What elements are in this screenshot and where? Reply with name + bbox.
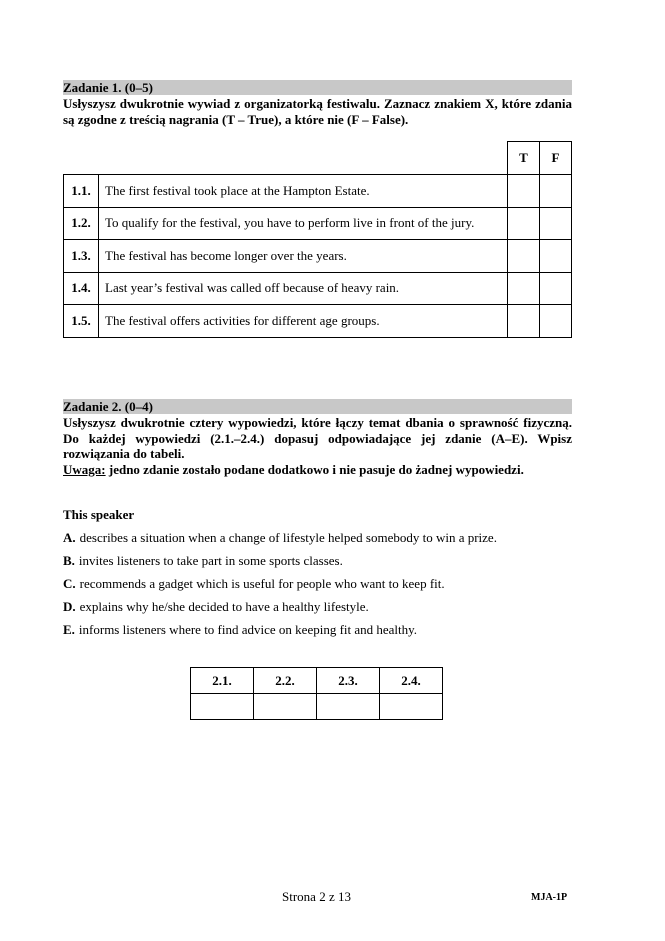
option-c: C. recommends a gadget which is useful for people who want to keep fit.: [63, 576, 445, 591]
answer-table: [190, 667, 443, 720]
col-t-header: T: [508, 142, 540, 175]
note-label: Uwaga:: [63, 461, 106, 477]
option-e: E. informs listeners where to find advice on keeping fit and healthy.: [63, 622, 418, 637]
table-row: [64, 272, 572, 305]
statement: The festival offers activities for different age groups.: [99, 305, 508, 338]
statement: The festival has become longer over the years.: [99, 240, 508, 273]
answer-f-cell[interactable]: [540, 175, 572, 208]
option-b: B. invites listeners to take part in some sports classes.: [63, 553, 343, 568]
row-number: 1.5.: [64, 305, 99, 338]
statement: The first festival took place at the Hampton Estate.: [99, 175, 508, 208]
task1-heading: Zadanie 1. (0–5): [63, 80, 572, 95]
speaker-title: This speaker: [63, 507, 135, 522]
table-row: [64, 240, 572, 273]
task2-heading: Zadanie 2. (0–4): [63, 399, 572, 414]
note-text: jedno zdanie zostało podane dodatkowo i nie pasuje do żadnej wypowiedzi.: [105, 461, 524, 477]
table-row: [64, 207, 572, 240]
option-d: D. explains why he/she decided to have a healthy lifestyle.: [63, 599, 369, 614]
row-number: 1.3.: [64, 240, 99, 273]
answer-f-cell[interactable]: [540, 240, 572, 273]
row-number: 1.1.: [64, 175, 99, 208]
answer-f-cell[interactable]: [540, 305, 572, 338]
answer-cell[interactable]: [191, 694, 254, 720]
answer-f-cell[interactable]: [540, 207, 572, 240]
table-row: [64, 175, 572, 208]
row-number: 1.4.: [64, 272, 99, 305]
answer-header: 2.3.: [317, 668, 380, 694]
answer-t-cell[interactable]: [508, 272, 540, 305]
row-number: 1.2.: [64, 207, 99, 240]
answer-header: 2.1.: [191, 668, 254, 694]
answer-cell[interactable]: [254, 694, 317, 720]
table-row: [64, 305, 572, 338]
option-a: A. describes a situation when a change of lifestyle helped somebody to win a prize.: [63, 530, 497, 545]
true-false-table: [63, 141, 572, 338]
answer-t-cell[interactable]: [508, 240, 540, 273]
statement: To qualify for the festival, you have to perform live in front of the jury.: [99, 207, 508, 240]
task2-instruction: Usłyszysz dwukrotnie cztery wypowiedzi, które łączy temat dbania o sprawność fizyczną. Do każdej wypowiedzi (2.1.–2.4.) dopasuj odpowiadające jej zdanie (A–E). Wpisz rozwiązania do tabeli. Uwaga: jedno zdanie zostało podane dodatkowo i nie pasuje do żadnej wypowiedzi.: [63, 415, 572, 477]
answer-t-cell[interactable]: [508, 305, 540, 338]
answer-cell[interactable]: [317, 694, 380, 720]
answer-header: 2.2.: [254, 668, 317, 694]
statement: Last year’s festival was called off because of heavy rain.: [99, 272, 508, 305]
answer-t-cell[interactable]: [508, 175, 540, 208]
answer-t-cell[interactable]: [508, 207, 540, 240]
answer-cell[interactable]: [380, 694, 443, 720]
answer-header: 2.4.: [380, 668, 443, 694]
col-f-header: F: [540, 142, 572, 175]
exam-code: MJA-1P: [531, 892, 568, 903]
page-number: Strona 2 z 13: [282, 889, 351, 904]
answer-f-cell[interactable]: [540, 272, 572, 305]
task1-instruction: Usłyszysz dwukrotnie wywiad z organizatorką festiwalu. Zaznacz znakiem X, które zdania są zgodne z treścią nagrania (T – True), a które nie (F – False).: [63, 96, 572, 127]
